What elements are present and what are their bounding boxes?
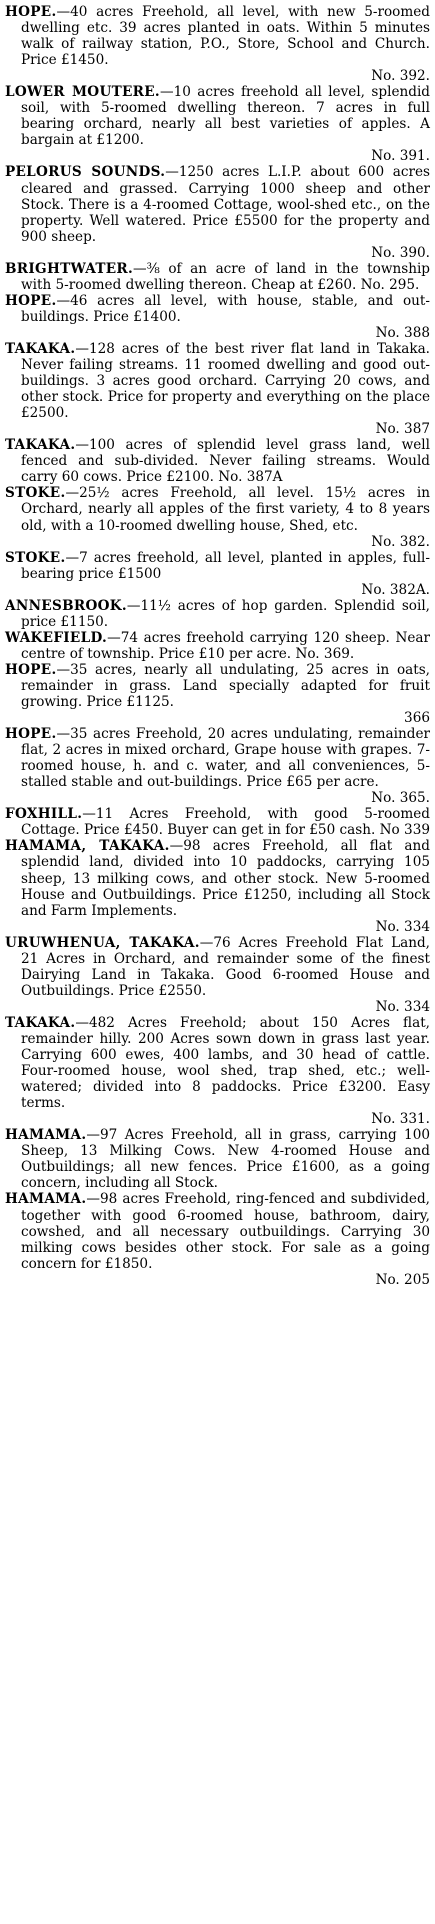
listing-ref: No. 391. [371, 148, 430, 165]
listing-body: —10 acres freehold all level, splendid soil, with 5-roomed dwelling thereon. 7 acres in full bearing orchard, nearly all best varieties of apples. A bargain at £1200. [21, 84, 430, 149]
listing-body: —98 acres Freehold, ring-fenced and subdivided, together with good 6-roomed house, bathroom, dairy, cowshed, and all necessary outbuildings. Carrying 30 milking cows besides other stock. For sale as a going concern for £1850. [21, 1191, 430, 1272]
listing-title: WAKEFIELD. [5, 629, 108, 646]
listing-title: TAKAKA. [5, 1014, 76, 1031]
listing-title: HAMAMA. [5, 1191, 87, 1208]
listing-hamama-205 [5, 1191, 430, 1287]
listing-body: —98 acres Freehold, all flat and splendid land, divided into 10 paddocks, carrying 105 sheep, 13 milking cows, and other stock. New 5-roomed House and Outbuildings. Price £1250, including all Stock and Farm Implements. [21, 838, 430, 919]
listing-title: TAKAKA. [5, 340, 76, 357]
listing-ref: No. 382. [371, 533, 430, 550]
listing-body: —11 Acres Freehold, with good 5-roomed Cottage. Price £450. Buyer can get in for £50 cash. No 339 [21, 806, 430, 839]
listing-body: —76 Acres Freehold Flat Land, 21 Acres in Orchard, and remainder some of the finest Dairying Land in Takaka. Good 6-roomed House and Outbuildings. Price £2550. [21, 934, 431, 999]
listing-body: —46 acres all level, with house, stable, and out-buildings. Price £1400. [21, 292, 430, 325]
listing-ref: No. 382A. [361, 581, 430, 598]
listing-title: STOKE. [5, 549, 66, 566]
listing-body: —11½ acres of hop garden. Splendid soil, price £1150. [21, 597, 430, 630]
listing-body: —25½ acres Freehold, all level. 15½ acres in Orchard, nearly all apples of the first variety, 4 to 8 years old, with a 10-roomed dwelling house, Shed, etc. [21, 485, 430, 534]
listing-title: HOPE. [5, 4, 57, 20]
listing-body: —97 Acres Freehold, all in grass, carrying 100 Sheep, 13 Milking Cows. New 4-roomed House and Outbuildings; all new fences. Price £1600, as a going concern, including all Stock. [21, 1127, 430, 1192]
listing-title: HAMAMA, TAKAKA. [5, 838, 170, 855]
listing-ref: No. 392. [371, 68, 430, 85]
listing-ref: No. 334 [375, 998, 430, 1015]
listing-body: —128 acres of the best river flat land in Takaka. Never failing streams. 11 roomed dwelling and good out-buildings. 3 acres good orchard. Carrying 20 cows, and other stock. Price for property and everything on the place £2500. [21, 340, 430, 422]
listing-body: —⅜ of an acre of land in the township with 5-roomed dwelling thereon. Cheap at £260. No. 295. [21, 260, 430, 293]
listing-hope-392 [5, 4, 430, 84]
listing-takaka-387 [5, 341, 430, 437]
listing-ref: No. 365. [371, 790, 430, 807]
listing-ref: 366 [404, 710, 430, 727]
listing-ref: No. 387 [375, 421, 430, 438]
listing-title: URUWHENUA, TAKAKA. [5, 934, 200, 951]
listing-hamama-takaka-334 [5, 838, 430, 934]
listing-pelorus-sounds-390 [5, 164, 430, 260]
listing-uruwhenua-takaka-334 [5, 935, 430, 1015]
listing-body: —1250 acres L.I.P. about 600 acres cleared and grassed. Carrying 1000 sheep and other Stock. There is a 4-roomed Cottage, wool-shed etc., on the property. Well watered. Price £5500 for the property and 900 sheep. [21, 164, 430, 245]
listing-title: TAKAKA. [5, 437, 76, 454]
listing-hope-365 [5, 726, 430, 806]
listing-title: BRIGHTWATER. [5, 260, 134, 277]
listing-ref: No. 388 [375, 324, 430, 341]
listing-body: —35 acres, nearly all undulating, 25 acres in oats, remainder in grass. Land specially adapted for fruit growing. Price £1125. [21, 661, 430, 711]
listing-takaka-331 [5, 1015, 430, 1127]
listing-body: —7 acres freehold, all level, planted in apples, full-bearing price £1500 [21, 549, 430, 582]
listing-ref: No. 334 [375, 918, 430, 935]
listing-title: PELORUS SOUNDS. [5, 164, 166, 181]
listing-body: —40 acres Freehold, all level, with new 5-roomed dwelling etc. 39 acres planted in oats. Within 5 minutes walk of railway station, P.O., Store, School and Church. Price £1450. [21, 4, 430, 69]
listing-title: HOPE. [5, 661, 57, 678]
listing-hope-388 [5, 293, 430, 341]
listing-annesbrook [5, 598, 430, 630]
listing-stoke-382 [5, 485, 430, 549]
listing-ref: No. 205 [375, 1271, 430, 1288]
listing-ref: No. 331. [371, 1111, 430, 1128]
listing-title: FOXHILL. [5, 806, 83, 823]
listing-body: —35 acres Freehold, 20 acres undulating, remainder flat, 2 acres in mixed orchard, Grape house with grapes. 7-roomed house, h. and c. water, and all conveniences, 5-stalled stable and out-buildings. Price £65 per acre. [21, 726, 430, 791]
listing-title: LOWER MOUTERE. [5, 84, 160, 101]
listing-hamama-97-acres [5, 1127, 430, 1191]
listing-hope-366 [5, 662, 430, 726]
listing-body: —74 acres freehold carrying 120 sheep. Near centre of township. Price £10 per acre. No. 369. [21, 629, 430, 662]
listing-brightwater-295 [5, 261, 430, 293]
listing-lower-moutere-391 [5, 84, 430, 164]
listing-stoke-382a [5, 550, 430, 598]
listing-ref: No. 390. [371, 244, 430, 261]
listing-body: —482 Acres Freehold; about 150 Acres flat, remainder hilly. 200 Acres sown down in grass last year. Carrying 600 ewes, 400 lambs, and 30 head of cattle. Four-roomed house, wool shed, trap shed, etc.; well-watered; divided into 8 paddocks. Price £3200. Easy terms. [21, 1014, 430, 1112]
listing-takaka-387a [5, 437, 430, 485]
listing-title: STOKE. [5, 485, 66, 502]
listing-title: ANNESBROOK. [5, 597, 127, 614]
listing-wakefield-369 [5, 630, 430, 662]
listing-title: HAMAMA. [5, 1127, 87, 1144]
listing-title: HOPE. [5, 292, 57, 309]
listing-foxhill-339 [5, 806, 430, 838]
listing-body: —100 acres of splendid level grass land, well fenced and sub-divided. Never failing streams. Would carry 60 cows. Price £2100. No. 387A [21, 437, 430, 486]
listing-title: HOPE. [5, 726, 57, 743]
